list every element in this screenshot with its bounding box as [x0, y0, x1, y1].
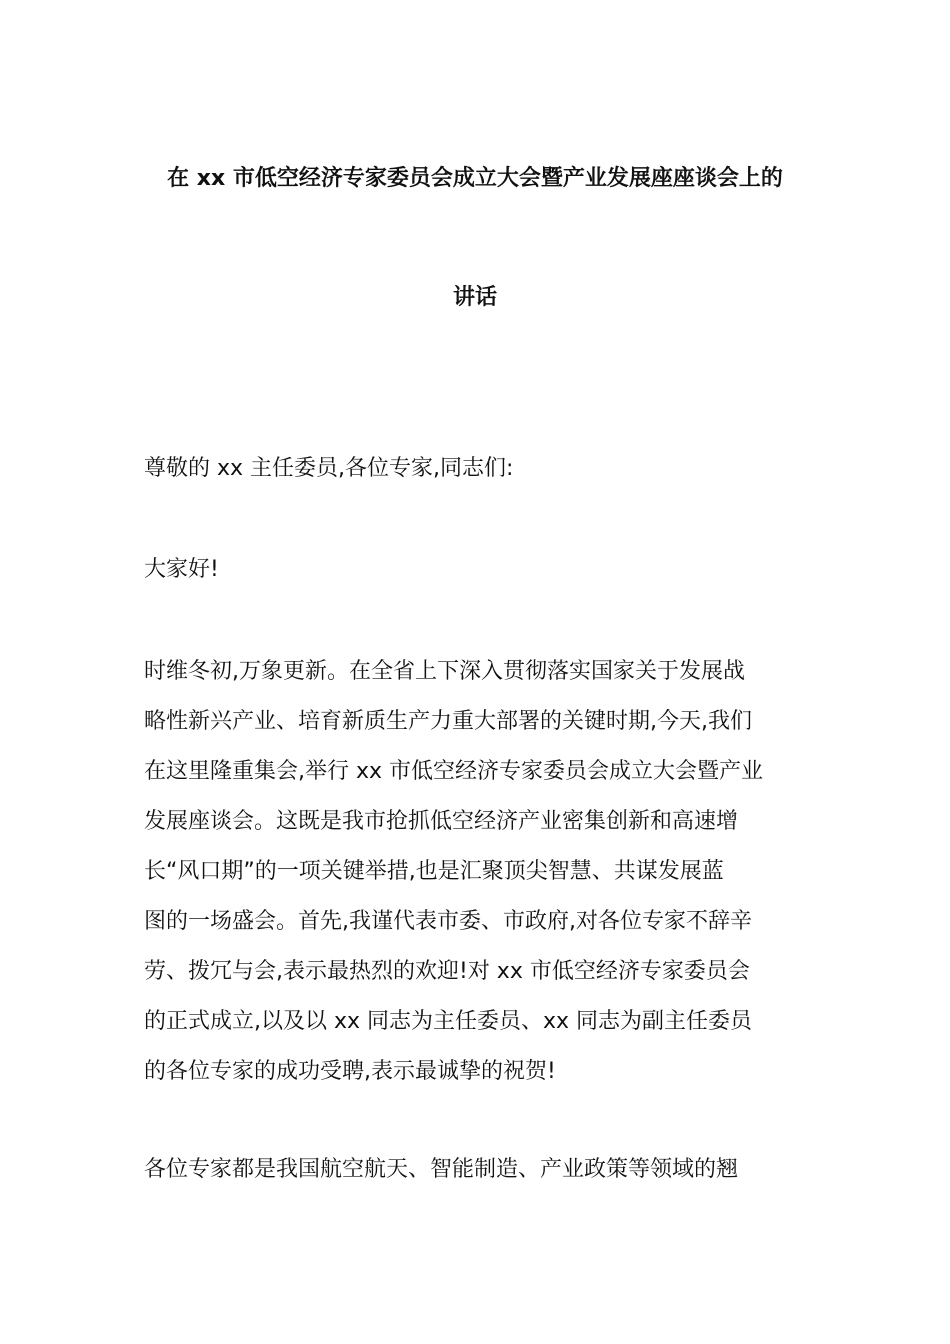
paragraph-line: 略性新兴产业、培育新质生产力重大部署的关键时期,今天,我们 — [144, 709, 752, 734]
paragraph-line: 图的一场盛会。首先,我谨代表市委、市政府,对各位专家不辞辛 — [144, 909, 752, 934]
paragraph-line: 劳、拨冗与会,表示最热烈的欢迎!对 xx 市低空经济专家委员会 — [144, 959, 750, 984]
document-title: 在 xx 市低空经济专家委员会成立大会暨产业发展座座谈会上的 — [167, 166, 783, 191]
paragraph-line: 的各位专家的成功受聘,表示最诚挚的祝贺! — [144, 1059, 556, 1084]
paragraph-line: 发展座谈会。这既是我市抢抓低空经济产业密集创新和高速增 — [144, 809, 739, 834]
paragraph-2 — [144, 1145, 824, 1195]
salutation: 尊敬的 xx 主任委员,各位专家,同志们: — [144, 456, 514, 481]
paragraph-line: 长“风口期”的一项关键举措,也是汇聚顶尖智慧、共谋发展蓝 — [144, 859, 724, 884]
paragraph-1 — [144, 647, 824, 1097]
document-title-continued: 讲话 — [452, 285, 497, 310]
greeting: 大家好! — [144, 557, 219, 582]
paragraph-line: 在这里隆重集会,举行 xx 市低空经济专家委员会成立大会暨产业 — [144, 759, 764, 784]
paragraph-line: 时维冬初,万象更新。在全省上下深入贯彻落实国家关于发展战 — [144, 659, 745, 684]
paragraph-line: 各位专家都是我国航空航天、智能制造、产业政策等领域的翘 — [144, 1157, 739, 1182]
paragraph-line: 的正式成立,以及以 xx 同志为主任委员、xx 同志为副主任委员 — [144, 1009, 753, 1034]
